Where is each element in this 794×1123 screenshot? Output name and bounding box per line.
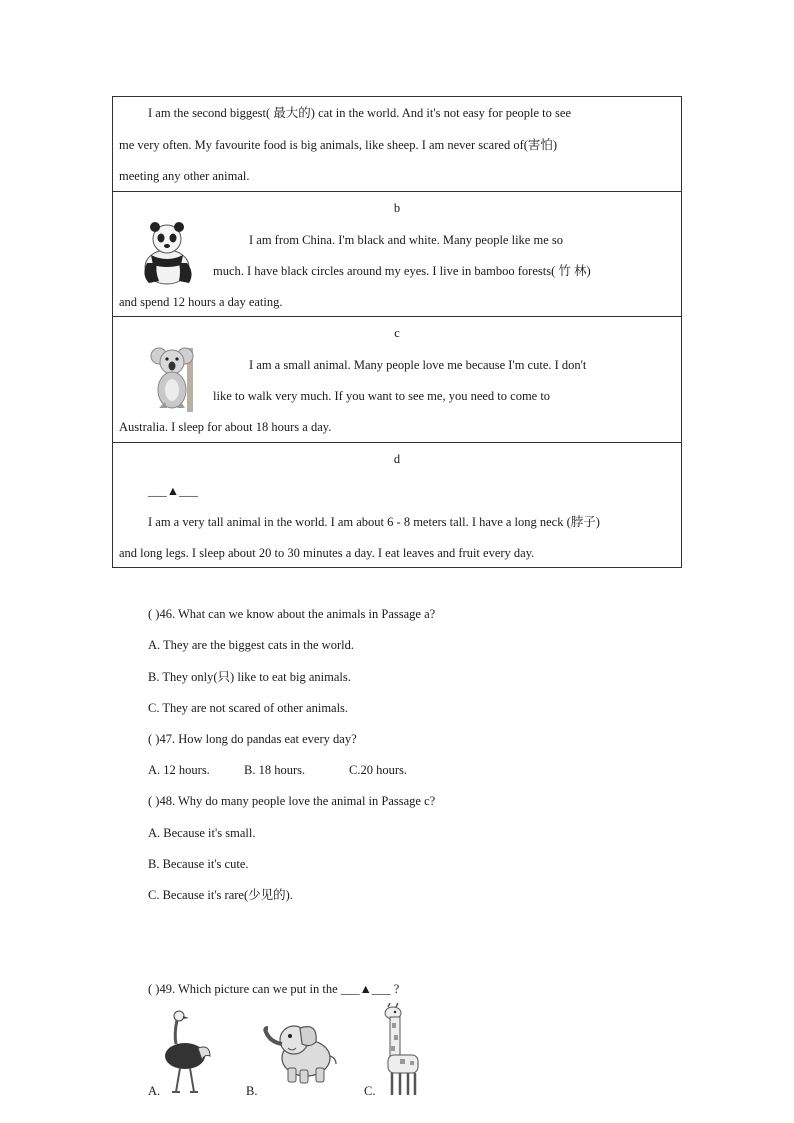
ostrich-icon — [152, 1008, 214, 1096]
passage-d-blank: ___▲___ — [148, 484, 198, 498]
question-46-option-c: C. They are not scared of other animals. — [148, 701, 349, 715]
koala-icon — [147, 344, 203, 414]
question-46-stem: ( )46. What can we know about the animals in Passage a? — [148, 607, 436, 621]
panda-icon — [135, 219, 199, 287]
question-47-option-c: C.20 hours. — [349, 763, 407, 777]
passage-d-line-1: I am a very tall animal in the world. I am about 6 - 8 meters tall. I have a long neck (脖子) — [148, 515, 600, 529]
passage-a-line-2: me very often. My favourite food is big animals, like sheep. I am never scared of(害怕) — [119, 138, 558, 152]
question-48-option-b: B. Because it's cute. — [148, 857, 249, 871]
passage-c-line-2: like to walk very much. If you want to see me, you need to come to — [213, 389, 551, 403]
passage-d-letter: d — [393, 452, 401, 466]
passage-c — [113, 317, 681, 443]
question-49-option-c: C. — [364, 1084, 376, 1098]
passage-a-line-1: I am the second biggest( 最大的) cat in the world. And it's not easy for people to see — [148, 106, 571, 120]
question-49-stem: ( )49. Which picture can we put in the ___▲___ ? — [148, 982, 400, 996]
passage-b-line-3: and spend 12 hours a day eating. — [119, 295, 283, 309]
passage-b-line-1: I am from China. I'm black and white. Many people like me so — [249, 233, 563, 247]
question-46-option-a: A. They are the biggest cats in the world. — [148, 638, 354, 652]
passage-b-line-2: much. I have black circles around my eyes. I live in bamboo forests( 竹 林) — [213, 264, 591, 278]
elephant-icon — [260, 1018, 340, 1086]
question-49-option-b: B. — [246, 1084, 258, 1098]
passages-table — [112, 96, 682, 568]
passage-b — [113, 192, 681, 317]
question-47-option-b: B. 18 hours. — [244, 763, 306, 777]
passage-a-line-3: meeting any other animal. — [119, 169, 250, 183]
question-48-option-c: C. Because it's rare(少见的). — [148, 888, 293, 902]
question-46-option-b: B. They only(只) like to eat big animals. — [148, 670, 351, 684]
passage-b-letter: b — [393, 201, 401, 215]
passage-a — [113, 97, 681, 192]
giraffe-icon — [378, 1003, 434, 1097]
question-49-option-a: A. — [148, 1084, 161, 1098]
question-48-stem: ( )48. Why do many people love the animal in Passage c? — [148, 794, 436, 808]
question-47-stem: ( )47. How long do pandas eat every day? — [148, 732, 357, 746]
question-47-option-a: A. 12 hours. — [148, 763, 210, 777]
question-48-option-a: A. Because it's small. — [148, 826, 256, 840]
passage-c-letter: c — [394, 326, 400, 340]
passage-d — [113, 443, 681, 568]
passage-c-line-1: I am a small animal. Many people love me because I'm cute. I don't — [249, 358, 587, 372]
passage-d-line-2: and long legs. I sleep about 20 to 30 minutes a day. I eat leaves and fruit every day. — [119, 546, 535, 560]
passage-c-line-3: Australia. I sleep for about 18 hours a day. — [119, 420, 332, 434]
